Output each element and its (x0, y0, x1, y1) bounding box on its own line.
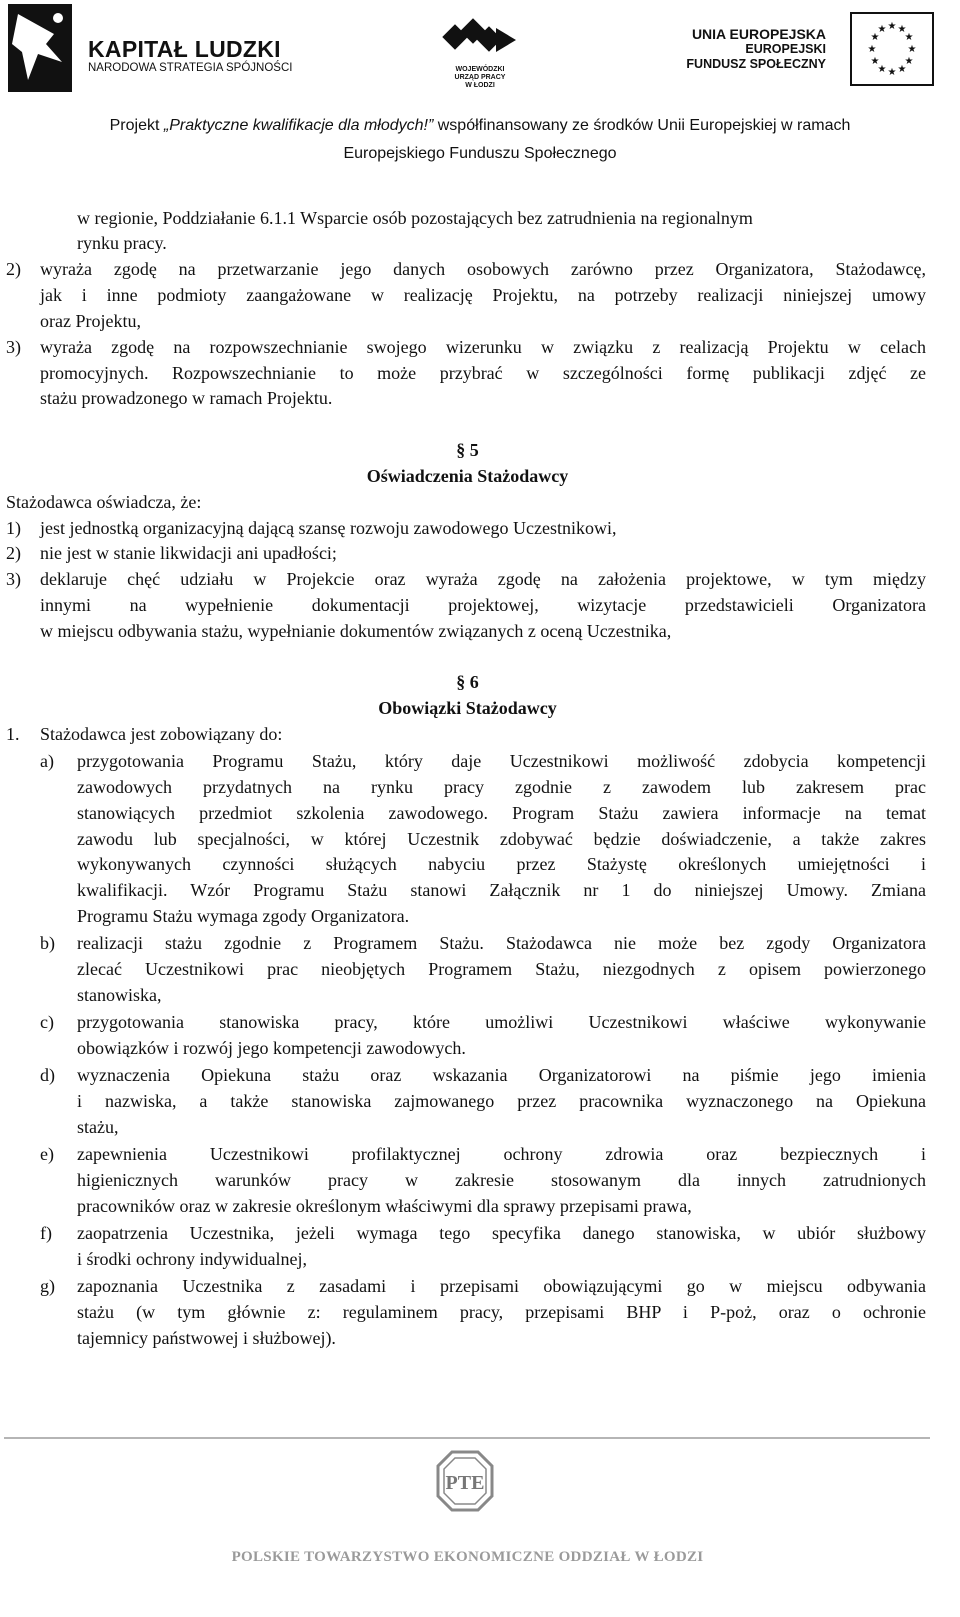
list-number: 1) (6, 518, 21, 538)
project-name: „Praktyczne kwalifikacje dla młodych!” (163, 117, 434, 134)
svg-text:★: ★ (897, 24, 907, 35)
text-line: i środki ochrony indywidualnej, (77, 1249, 307, 1269)
list-letter: f) (40, 1223, 52, 1243)
eu-line3: FUNDUSZ SPOŁECZNY (686, 57, 826, 71)
list-number: 3) (6, 569, 21, 589)
text-line: wykonywanych czynności służących nabyciu przez Stażystę określonych umiejętności i (77, 854, 926, 874)
wup-line3: W ŁODZI (465, 82, 495, 89)
text-line: zlecać Uczestnikowi prac nieobjętych Programem Stażu, niezgodnych z opisem powierzonego (77, 959, 926, 979)
text-line: wyraża zgodę na rozpowszechnianie swojego wizerunku w związku z realizacją Projektu w celach (40, 337, 926, 357)
wup-line1: WOJEWÓDZKI (455, 66, 505, 73)
text-line: w regionie, Poddziałanie 6.1.1 Wsparcie osób pozostających bez zatrudnienia na regionalnym (77, 208, 753, 228)
text-line: wyznaczenia Opiekuna stażu oraz wskazania Organizatorowi na piśmie jego imienia (77, 1065, 926, 1085)
text-line: jest jednostką organizacyjną dającą szansę rozwoju zawodowego Uczestnikowi, (40, 518, 617, 538)
list-number: 2) (6, 543, 21, 563)
text-line: w miejscu odbywania stażu, wypełnianie dokumentów związanych z oceną Uczestnika, (40, 621, 672, 641)
wup-text (436, 66, 524, 90)
eu-line2: EUROPEJSKI (745, 42, 826, 56)
text-line: rynku pracy. (77, 233, 167, 253)
list-number: 3) (6, 337, 21, 357)
text-line: tajemnicy państwowej i służbowej). (77, 1328, 336, 1348)
svg-text:★: ★ (904, 32, 914, 43)
text-line: stażu (w tym głównie z: regulaminem pracy, przepisami BHP i P-poż, oraz o ochronie (77, 1302, 926, 1322)
kapital-ludzki-flag-icon (8, 4, 72, 92)
project-line-2: Europejskiego Funduszu Społecznego (343, 145, 617, 162)
svg-text:★: ★ (877, 24, 887, 35)
text-line: zapoznania Uczestnika z zasadami i przepisami obowiązującymi go w miejscu odbywania (77, 1276, 926, 1296)
text-line: i nazwiska, a także stanowiska zajmowanego przez pracownika wyznaczonego na Opiekuna (77, 1091, 926, 1111)
section-5-intro: Stażodawca oświadcza, że: (6, 492, 202, 512)
project-suffix: współfinansowany ze środków Unii Europejskiej w ramach (433, 117, 851, 134)
text-line: pracowników oraz w zakresie określonym właściwymi dla sprawy przepisami prawa, (77, 1196, 692, 1216)
list-letter: e) (40, 1144, 54, 1164)
svg-text:★: ★ (897, 64, 907, 75)
list-letter: a) (40, 751, 54, 771)
eu-logo (682, 12, 934, 86)
text-line: oraz Projektu, (40, 311, 141, 331)
text-line: zapewnienia Uczestnikowi profilaktycznej ochrony zdrowia oraz bezpiecznych i (77, 1144, 926, 1164)
project-prefix: Projekt (109, 117, 164, 134)
project-line-1 (0, 117, 960, 135)
list-letter: d) (40, 1065, 55, 1085)
text-line: przygotowania stanowiska pracy, które umożliwi Uczestnikowi właściwe wykonywanie (77, 1012, 926, 1032)
svg-text:★: ★ (867, 44, 877, 55)
section-6-title: Obowiązki Stażodawcy (378, 698, 557, 718)
eu-line1: UNIA EUROPEJSKA (691, 26, 826, 42)
text-line: stanowiska, (77, 985, 162, 1005)
section-6-number: § 6 (456, 672, 479, 692)
text-line: obowiązków i rozwój jego kompetencji zawodowych. (77, 1038, 466, 1058)
text-line: wyraża zgodę na przetwarzanie jego danych osobowych zarówno przez Organizatora, Stażodawcę, (40, 259, 926, 279)
eu-flag-icon (850, 12, 934, 86)
text-line: innymi na wypełnienie dokumentacji projektowej, wizytacje przedstawicieli Organizatora (40, 595, 926, 615)
pte-logo-letters: PTE (445, 1472, 485, 1494)
footer-text: POLSKIE TOWARZYSTWO EKONOMICZNE ODDZIAŁ W ŁODZI (231, 1549, 704, 1565)
text-line: realizacji stażu zgodnie z Programem Stażu. Stażodawca nie może bez zgody Organizatora (77, 933, 926, 953)
kapital-ludzki-subtitle: NARODOWA STRATEGIA SPÓJNOŚCI (88, 62, 293, 74)
eu-text (686, 26, 826, 72)
footer-divider (4, 1437, 930, 1439)
text-line: jak i inne podmioty zaangażowane w realizację Projektu, na potrzeby realizacji niniejszej umowy (40, 285, 926, 305)
svg-text:★: ★ (907, 44, 917, 55)
text-line: Programu Stażu wymaga zgody Organizatora. (77, 906, 410, 926)
text-line: zawodowych przydatnych na rynku pracy zgodnie z zawodem lub zakresem prac (77, 777, 926, 797)
section-6-intro: Stażodawca jest zobowiązany do: (40, 724, 283, 744)
section-5-number: § 5 (456, 440, 479, 460)
text-line: higienicznych warunków pracy w zakresie stosowanym dla innych zatrudnionych (77, 1170, 926, 1190)
svg-text:★: ★ (887, 21, 897, 32)
list-number: 2) (6, 259, 21, 279)
text-line: deklaruje chęć udziału w Projekcie oraz wyraża zgodę na założenia projektowe, w tym między (40, 569, 926, 589)
svg-text:★: ★ (870, 56, 880, 67)
text-line: nie jest w stanie likwidacji ani upadłości; (40, 543, 337, 563)
svg-text:★: ★ (877, 64, 887, 75)
wup-lodz-logo (436, 14, 524, 90)
wup-line2: URZĄD PRACY (454, 74, 506, 81)
text-line: stażu prowadzonego w ramach Projektu. (40, 388, 333, 408)
list-letter: b) (40, 933, 55, 953)
svg-text:★: ★ (904, 56, 914, 67)
text-line: zaopatrzenia Uczestnika, jeżeli wymaga tego specyfika danego stanowiska, w ubiór służbowy (77, 1223, 926, 1243)
kapital-ludzki-logo (8, 4, 308, 92)
kapital-ludzki-title: KAPITAŁ LUDZKI (88, 36, 281, 62)
svg-text:★: ★ (887, 67, 897, 78)
list-number: 1. (6, 724, 20, 744)
text-line: stanowiących przedmiot szkolenia zawodowego. Program Stażu zawiera informacje na temat (77, 803, 926, 823)
text-line: przygotowania Programu Stażu, który daje Uczestnikowi możliwość zdobycia kompetencji (77, 751, 926, 771)
text-line: stażu, (77, 1117, 119, 1137)
list-letter: g) (40, 1276, 55, 1296)
svg-text:★: ★ (870, 32, 880, 43)
pte-logo-icon (436, 1450, 494, 1512)
text-line: zawodu lub specjalności, w której Uczestnik zdobywać będzie doświadczenie, a także zakres (77, 829, 926, 849)
text-line: kwalifikacji. Wzór Programu Stażu stanowi Załącznik nr 1 do niniejszej Umowy. Zmiana (77, 880, 926, 900)
wup-emblem-icon (436, 14, 524, 66)
list-letter: c) (40, 1012, 54, 1032)
header-logos (0, 0, 960, 105)
text-line: promocyjnych. Rozpowszechnianie to może przybrać w szczególności formę publikacji zdjęć ze (40, 363, 926, 383)
section-5-title: Oświadczenia Stażodawcy (366, 466, 569, 486)
